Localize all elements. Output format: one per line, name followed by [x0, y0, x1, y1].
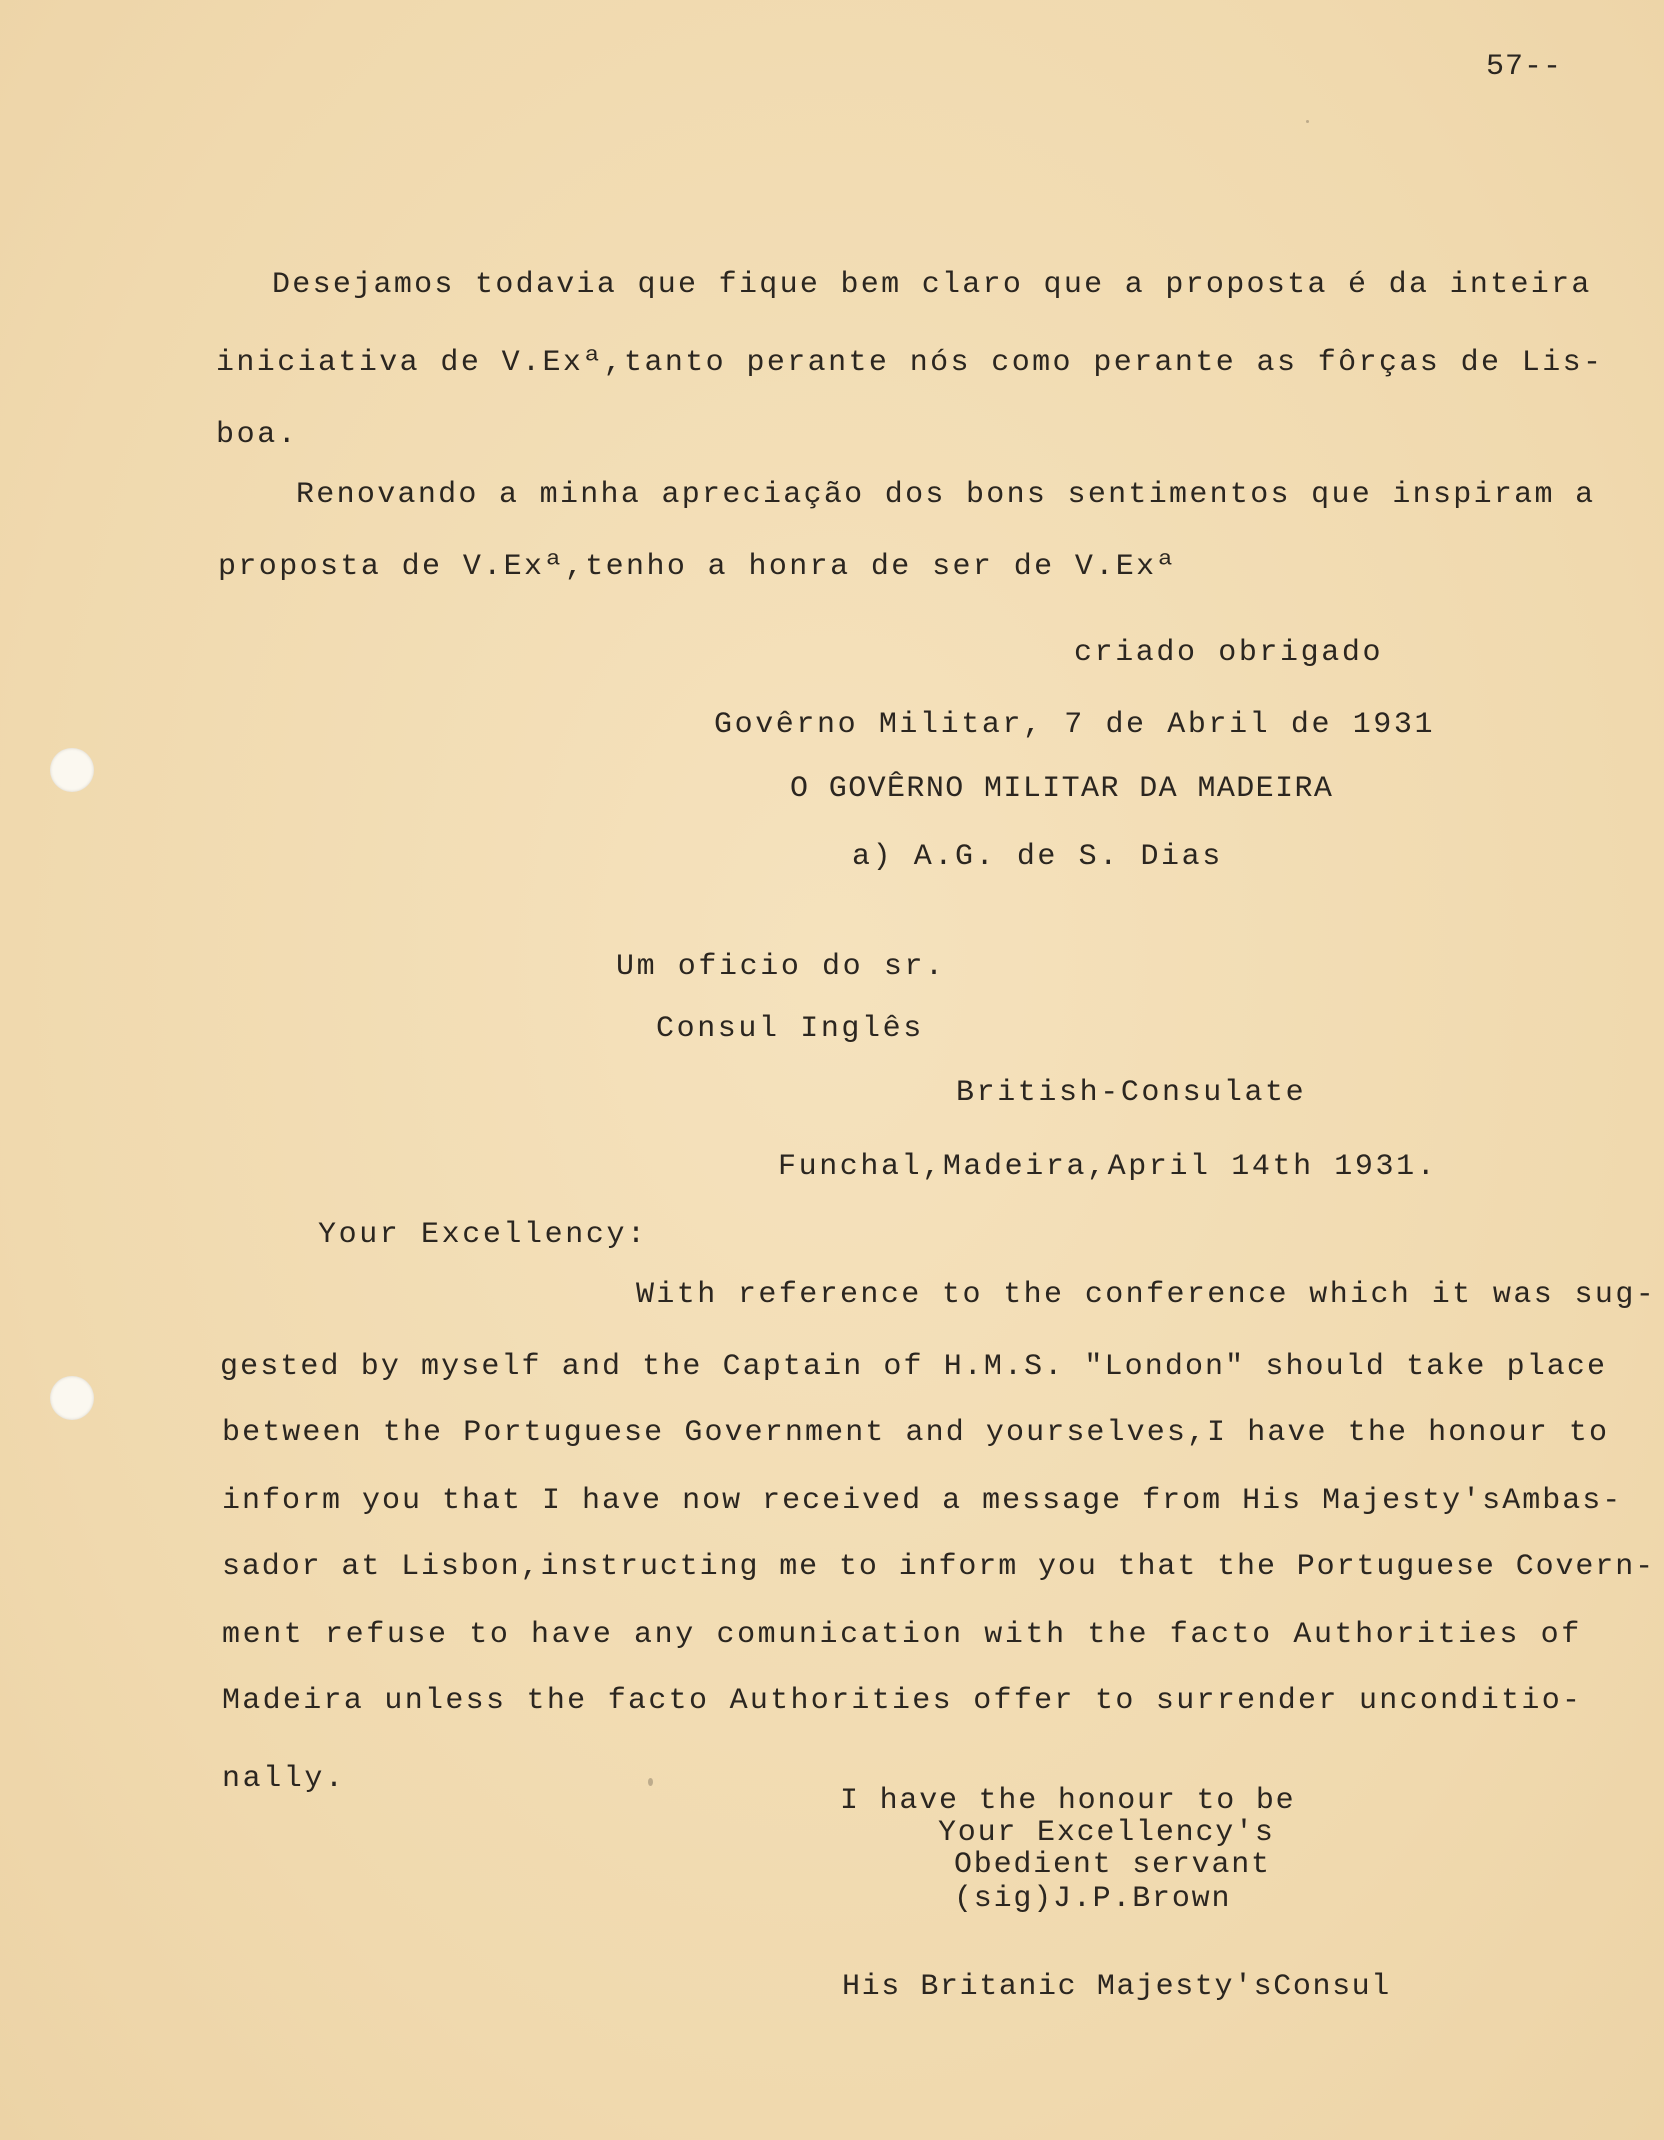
br-body-line7: Madeira unless the facto Authorities offer to surrender unconditio- [222, 1684, 1583, 1718]
br-intro-line2: Consul Inglês [656, 1012, 924, 1046]
br-signoff-line3: Obedient servant [954, 1848, 1271, 1882]
pt-paragraph1-line1: Desejamos todavia que fique bem claro que a proposta é da inteira [272, 268, 1592, 302]
br-signoff-line1: I have the honour to be [840, 1784, 1296, 1818]
pt-place-date: Govêrno Militar, 7 de Abril de 1931 [714, 708, 1436, 742]
punch-hole-top [50, 748, 94, 792]
br-body-line1: With reference to the conference which it was sug- [636, 1278, 1657, 1312]
pt-paragraph1-line2: iniciativa de V.Exª,tanto perante nós como perante as fôrças de Lis- [216, 346, 1604, 380]
br-body-line8: nally. [222, 1762, 346, 1796]
punch-hole-bottom [50, 1376, 94, 1420]
br-signoff-line4: (sig)J.P.Brown [954, 1882, 1232, 1916]
br-body-line3: between the Portuguese Government and yourselves,I have the honour to [222, 1416, 1610, 1450]
br-title: His Britanic Majesty'sConsul [842, 1970, 1391, 2004]
pt-authority: O GOVÊRNO MILITAR DA MADEIRA [790, 772, 1334, 806]
paper-speck [1306, 120, 1309, 123]
br-salutation: Your Excellency: [318, 1218, 648, 1252]
br-signoff-line2: Your Excellency's [938, 1816, 1275, 1850]
br-body-line4: inform you that I have now received a message from His Majesty'sAmbas- [222, 1484, 1623, 1518]
br-body-line2: gested by myself and the Captain of H.M.S. "London" should take place [220, 1350, 1608, 1384]
br-body-line6: ment refuse to have any comunication with the facto Authorities of [222, 1618, 1582, 1652]
br-header: British-Consulate [956, 1076, 1307, 1110]
br-body-line5: sador at Lisbon,instructing me to inform you that the Portuguese Covern- [222, 1550, 1656, 1584]
pt-paragraph2-line2: proposta de V.Exª,tenho a honra de ser de V.Exª [218, 550, 1177, 584]
page-number: 57-- [1486, 50, 1563, 84]
pt-paragraph2-line1: Renovando a minha apreciação dos bons sentimentos que inspiram a [296, 478, 1596, 512]
paper-speck [648, 1778, 653, 1786]
pt-paragraph1-line3: boa. [216, 418, 299, 452]
br-intro-line1: Um oficio do sr. [616, 950, 946, 984]
pt-signature: a) A.G. de S. Dias [852, 840, 1223, 874]
br-place-date: Funchal,Madeira,April 14th 1931. [778, 1150, 1438, 1184]
pt-closing: criado obrigado [1074, 636, 1384, 670]
